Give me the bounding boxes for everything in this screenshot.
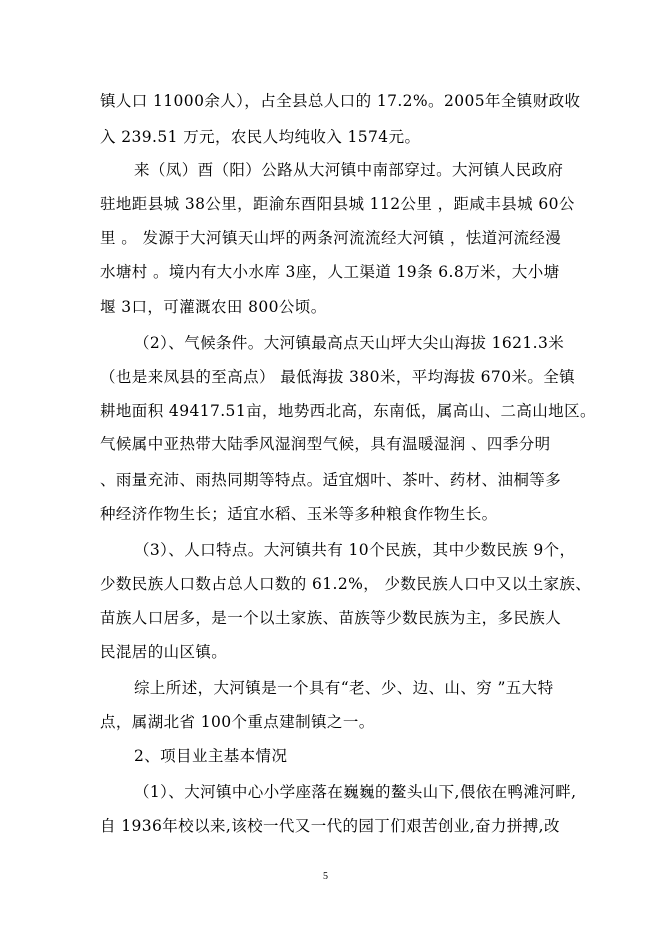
text-line: （3）、人口特点。大河镇共有 10个民族，其中少数民族 9个， xyxy=(134,541,576,559)
text-line: 驻地距县城 38公里，距渝东酉阳县城 112公里 ，距咸丰县城 60公 xyxy=(100,195,575,213)
text-line: 来（凤）酉（阳）公路从大河镇中南部穿过。大河镇人民政府 xyxy=(134,161,564,179)
text-line: 自 1936年校以来,该校一代又一代的园丁们艰苦创业,奋力拼搏,改 xyxy=(100,817,560,835)
text-line: 堰 3口，可灌溉农田 800公顷。 xyxy=(100,298,327,316)
text-line: 苗族人口居多，是一个以土家族、苗族等少数民族为主，多民族人 xyxy=(100,609,562,627)
text-line: 里 。 发源于大河镇天山坪的两条河流流经大河镇 ，怯道河流经漫 xyxy=(100,229,562,247)
text-line: 镇人口 11000余人），占全县总人口的 17.2%。2005年全镇财政收 xyxy=(100,92,581,110)
text-line: 种经济作物生长；适宜水稻、玉米等多种粮食作物生长。 xyxy=(100,505,498,523)
text-line: 入 239.51 万元，农民人均纯收入 1574元。 xyxy=(100,128,421,146)
text-line: 综上所述，大河镇是一个具有“老、少、边、山、穷 ”五大特 xyxy=(134,679,554,697)
text-line: 少数民族人口数占总人口数的 61.2%， 少数民族人口中又以土家族、 xyxy=(100,575,592,593)
text-line: （2）、气候条件。大河镇最高点天山坪大尖山海拔 1621.3米 xyxy=(134,334,565,352)
text-line: 耕地面积 49417.51亩，地势西北高，东南低，属高山、二高山地区。 xyxy=(100,402,596,420)
text-line: （也是来凤县的至高点） 最低海拔 380米，平均海拔 670米。全镇 xyxy=(100,368,576,386)
text-line: 点，属湖北省 100个重点建制镇之一。 xyxy=(100,713,375,731)
text-line: 、雨量充沛、雨热同期等特点。适宜烟叶、茶叶、药材、油桐等多 xyxy=(100,471,562,489)
text-line: 2、项目业主基本情况 xyxy=(134,747,288,765)
text-line: 气候属中亚热带大陆季风湿润型气候，具有温暖湿润 、四季分明 xyxy=(100,435,551,453)
text-line: （1）、大河镇中心小学座落在巍巍的鳌头山下,偎依在鸭滩河畔, xyxy=(134,783,577,801)
text-line: 民混居的山区镇。 xyxy=(100,643,228,661)
text-line: 水塘村 。境内有大小水库 3座，人工渠道 19条 6.8万米，大小塘 xyxy=(100,263,560,281)
page-number: 5 xyxy=(323,871,328,882)
